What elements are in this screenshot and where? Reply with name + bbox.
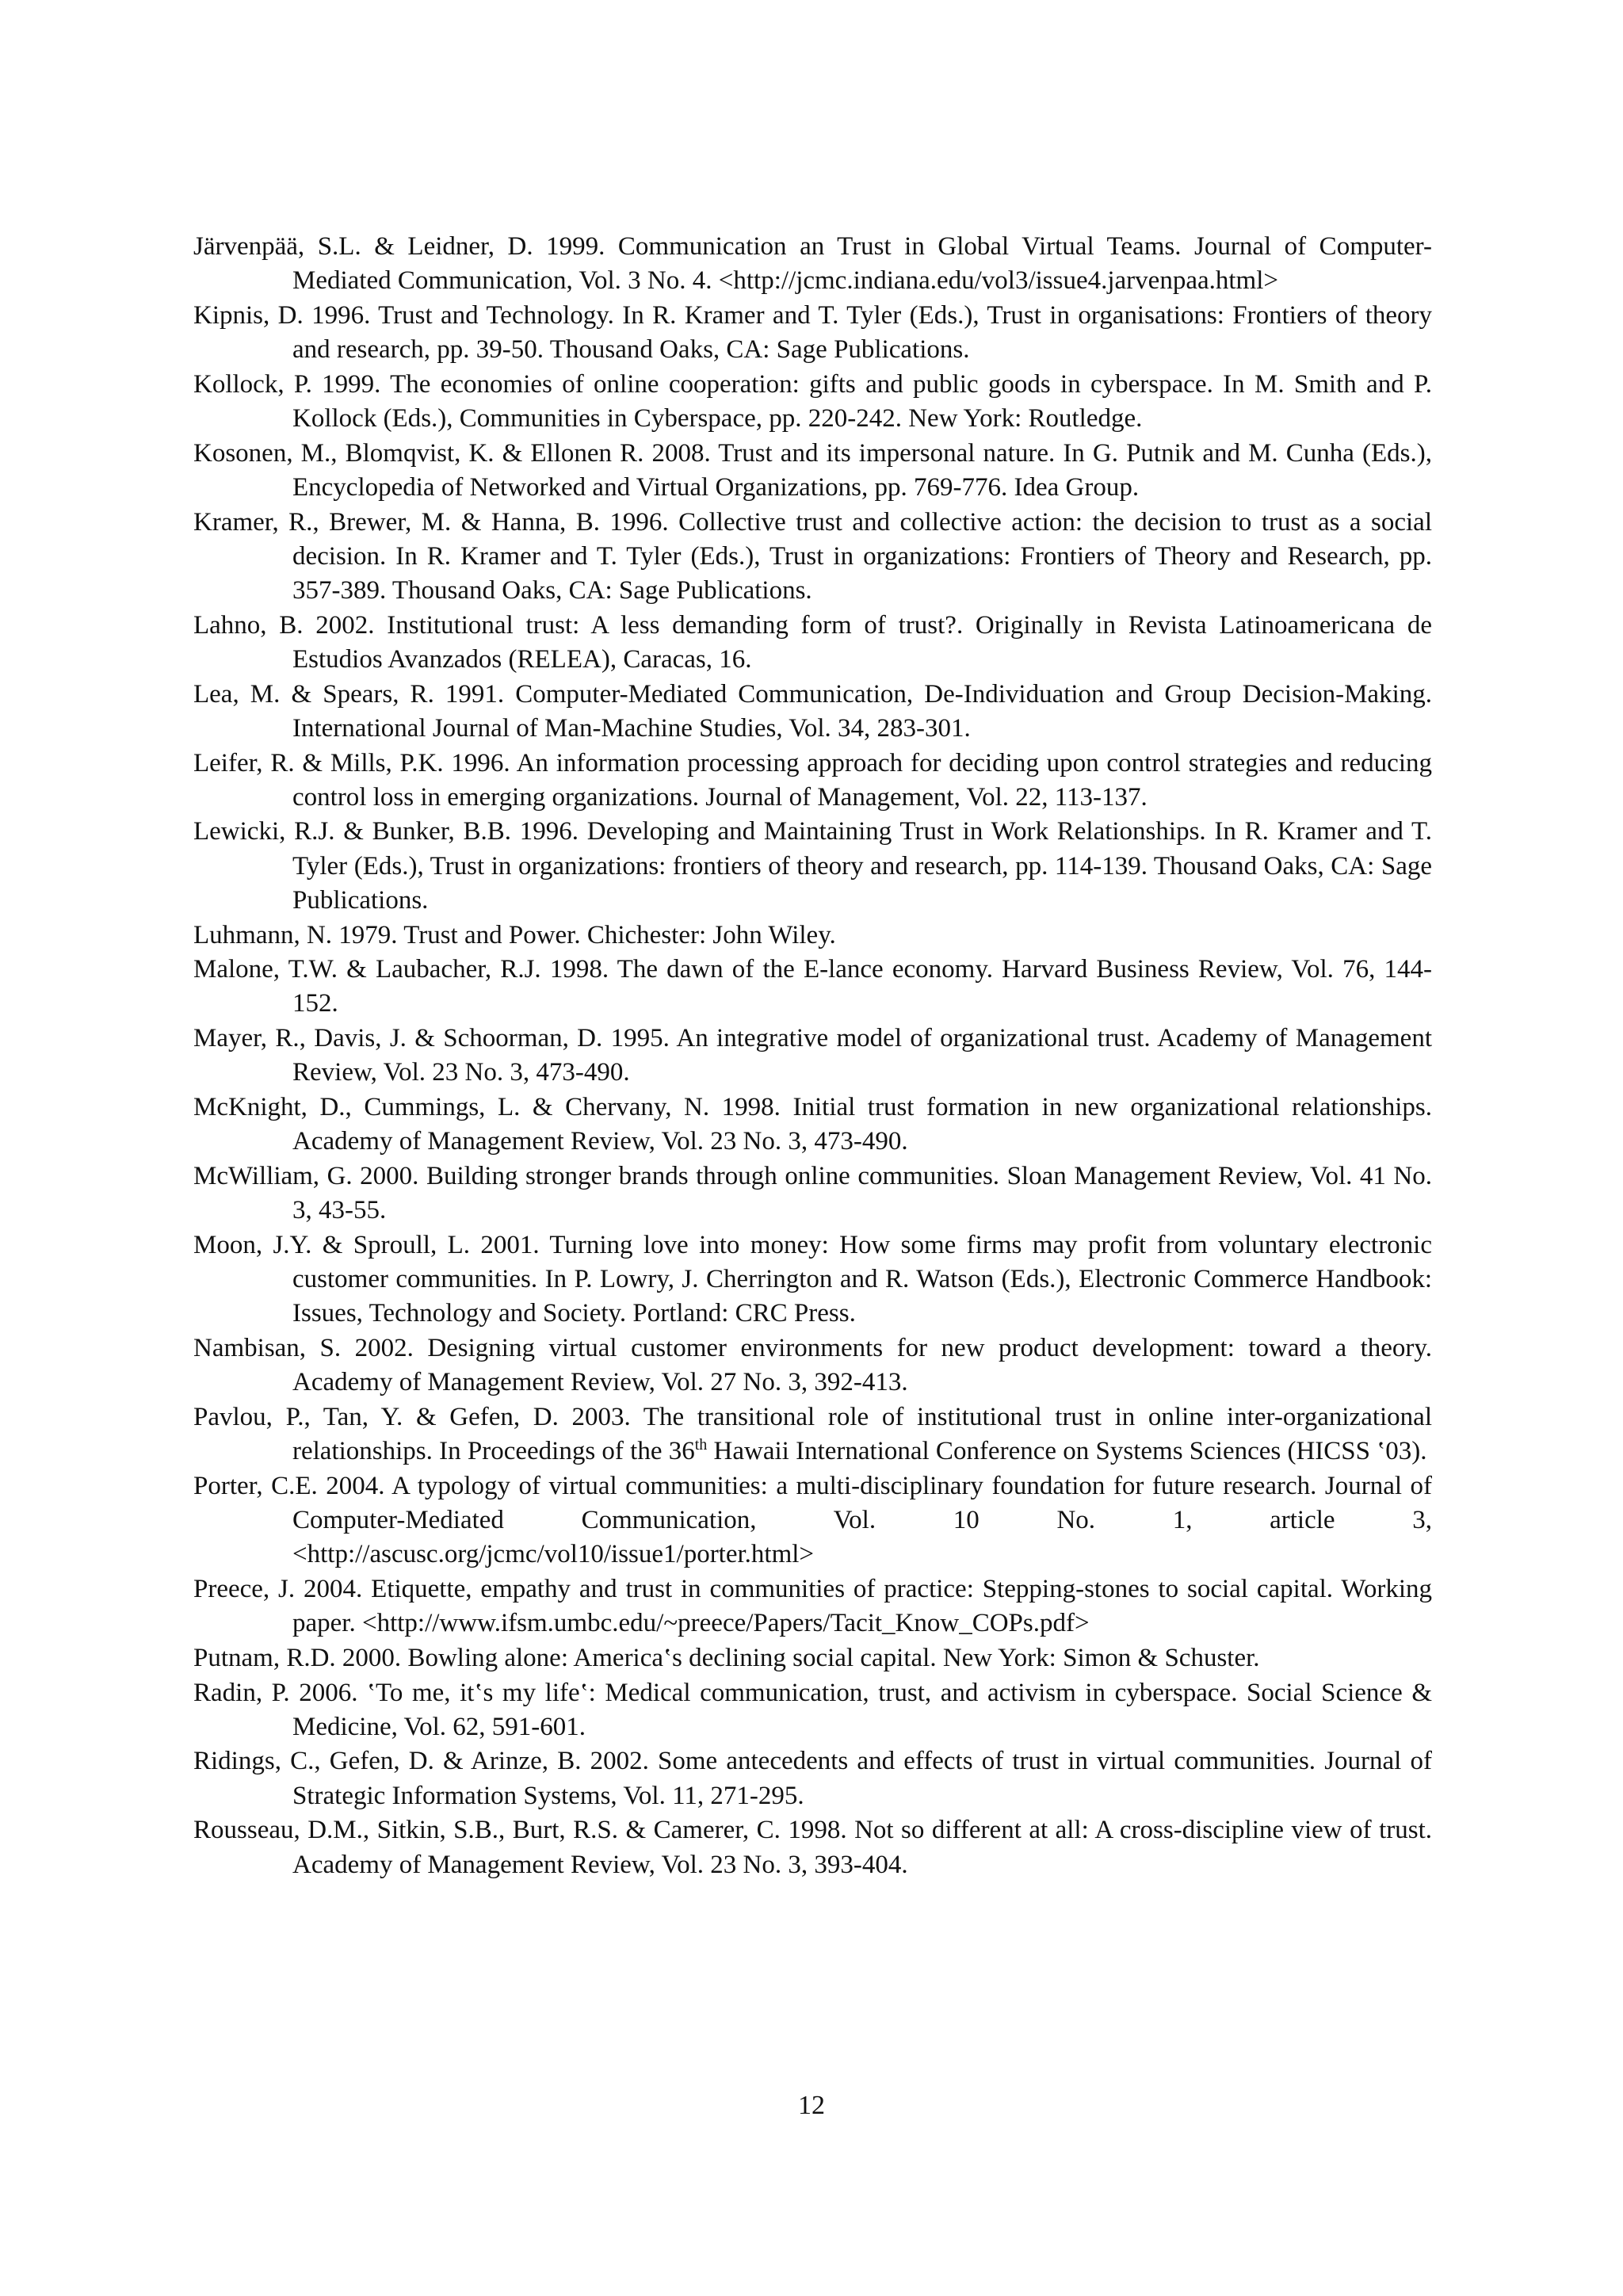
reference-entry: Luhmann, N. 1979. Trust and Power. Chichester: John Wiley. [193, 920, 836, 949]
reference-entry: McKnight, D., Cummings, L. & Chervany, N. 1998. Initial trust formation in new organizational relationships. Academy of Management Review, Vol. 23 No. 3, 473-490. [193, 1093, 1432, 1156]
reference-entry: Kollock, P. 1999. The economies of online cooperation: gifts and public goods in cyberspace. In M. Smith and P. Kollock (Eds.), Communities in Cyberspace, pp. 220-242. New York: Routledge. [193, 369, 1432, 434]
reference-entry: Mayer, R., Davis, J. & Schoorman, D. 1995. An integrative model of organizational trust. Academy of Management Review, Vol. 23 No. 3, 473-490. [193, 1024, 1432, 1087]
reference-entry: Malone, T.W. & Laubacher, R.J. 1998. The dawn of the E-lance economy. Harvard Business Review, Vol. 76, 144-152. [193, 955, 1432, 1018]
reference-entry [193, 1400, 1432, 1469]
reference-entry: McWilliam, G. 2000. Building stronger brands through online communities. Sloan Management Review, Vol. 41 No. 3, 43-55. [193, 1161, 1432, 1225]
reference-entry: Radin, P. 2006. ‛To me, it‛s my life‛: Medical communication, trust, and activism in cyberspace. Social Science & Medicine, Vol. 62, 591-601. [193, 1678, 1432, 1741]
reference-entry: Kosonen, M., Blomqvist, K. & Ellonen R. 2008. Trust and its impersonal nature. In G. Putnik and M. Cunha (Eds.), Encyclopedia of Networked and Virtual Organizations, pp. 769-776. Idea Group. [193, 438, 1432, 502]
reference-entry: Lahno, B. 2002. Institutional trust: A less demanding form of trust?. Originally in Revista Latinoamericana de Estudios Avanzados (RELEA), Caracas, 16. [193, 610, 1432, 674]
reference-entry: Kipnis, D. 1996. Trust and Technology. In R. Kramer and T. Tyler (Eds.), Trust in organisations: Frontiers of theory and research, pp. 39-50. Thousand Oaks, CA: Sage Publications. [193, 300, 1432, 365]
reference-entry: Lewicki, R.J. & Bunker, B.B. 1996. Developing and Maintaining Trust in Work Relationships. In R. Kramer and T. Tyler (Eds.), Trust in organizations: frontiers of theory and research, pp. 114-139. Thousand Oaks, CA: Sage Publications. [193, 817, 1432, 915]
reference-entry: Preece, J. 2004. Etiquette, empathy and trust in communities of practice: Stepping-stones to social capital. Working paper. <http://www.ifsm.umbc.edu/~preece/Papers/Tacit_Know_COPs.pdf> [193, 1574, 1432, 1638]
reference-entry: Moon, J.Y. & Sproull, L. 2001. Turning love into money: How some firms may profit from voluntary electronic customer communities. In P. Lowry, J. Cherrington and R. Watson (Eds.), Electronic Commerce Handbook: Issues, Technology and Society. Portland: CRC Press. [193, 1230, 1432, 1328]
reference-entry: Porter, C.E. 2004. A typology of virtual communities: a multi-disciplinary foundation for future research. Journal of Computer-Mediated Communication, Vol. 10 No. 1, article 3, <http://ascusc.org/jcmc/vol10/issue1/porter.html> [193, 1471, 1432, 1569]
reference-entry: Leifer, R. & Mills, P.K. 1996. An information processing approach for deciding upon control strategies and reducing control loss in emerging organizations. Journal of Management, Vol. 22, 113-137. [193, 748, 1432, 812]
reference-entry: Järvenpää, S.L. & Leidner, D. 1999. Communication an Trust in Global Virtual Teams. Journal of Computer-Mediated Communication, Vol. 3 No. 4. <http://jcmc.indiana.edu/vol3/issue4.jarvenpaa.html> [193, 232, 1432, 296]
ordinal-superscript: th [694, 1436, 708, 1454]
page-number: 12 [798, 2091, 825, 2120]
reference-text-before: Pavlou, P., Tan, Y. & Gefen, D. 2003. The transitional role of institutional trust in online inter-organizational relationships. In Proceedings of the 36 [193, 1402, 1432, 1466]
reference-entry: Kramer, R., Brewer, M. & Hanna, B. 1996. Collective trust and collective action: the decision to trust as a social decision. In R. Kramer and T. Tyler (Eds.), Trust in organizations: Frontiers of Theory and Research, pp. 357-389. Thousand Oaks, CA: Sage Publications. [193, 507, 1432, 606]
reference-entry: Nambisan, S. 2002. Designing virtual customer environments for new product development: toward a theory. Academy of Management Review, Vol. 27 No. 3, 392-413. [193, 1334, 1432, 1397]
reference-entry: Rousseau, D.M., Sitkin, S.B., Burt, R.S. & Camerer, C. 1998. Not so different at all: A cross-discipline view of trust. Academy of Management Review, Vol. 23 No. 3, 393-404. [193, 1816, 1432, 1879]
reference-text-after: Hawaii International Conference on Systems Sciences (HICSS ‛03). [707, 1437, 1427, 1466]
reference-entry: Lea, M. & Spears, R. 1991. Computer-Mediated Communication, De-Individuation and Group Decision-Making. International Journal of Man-Machine Studies, Vol. 34, 283-301. [193, 679, 1432, 743]
reference-entry: Putnam, R.D. 2000. Bowling alone: America‛s declining social capital. New York: Simon & Schuster. [193, 1643, 1260, 1672]
reference-entry: Ridings, C., Gefen, D. & Arinze, B. 2002. Some antecedents and effects of trust in virtual communities. Journal of Strategic Information Systems, Vol. 11, 271-295. [193, 1747, 1432, 1810]
reference-list [193, 230, 1432, 1882]
